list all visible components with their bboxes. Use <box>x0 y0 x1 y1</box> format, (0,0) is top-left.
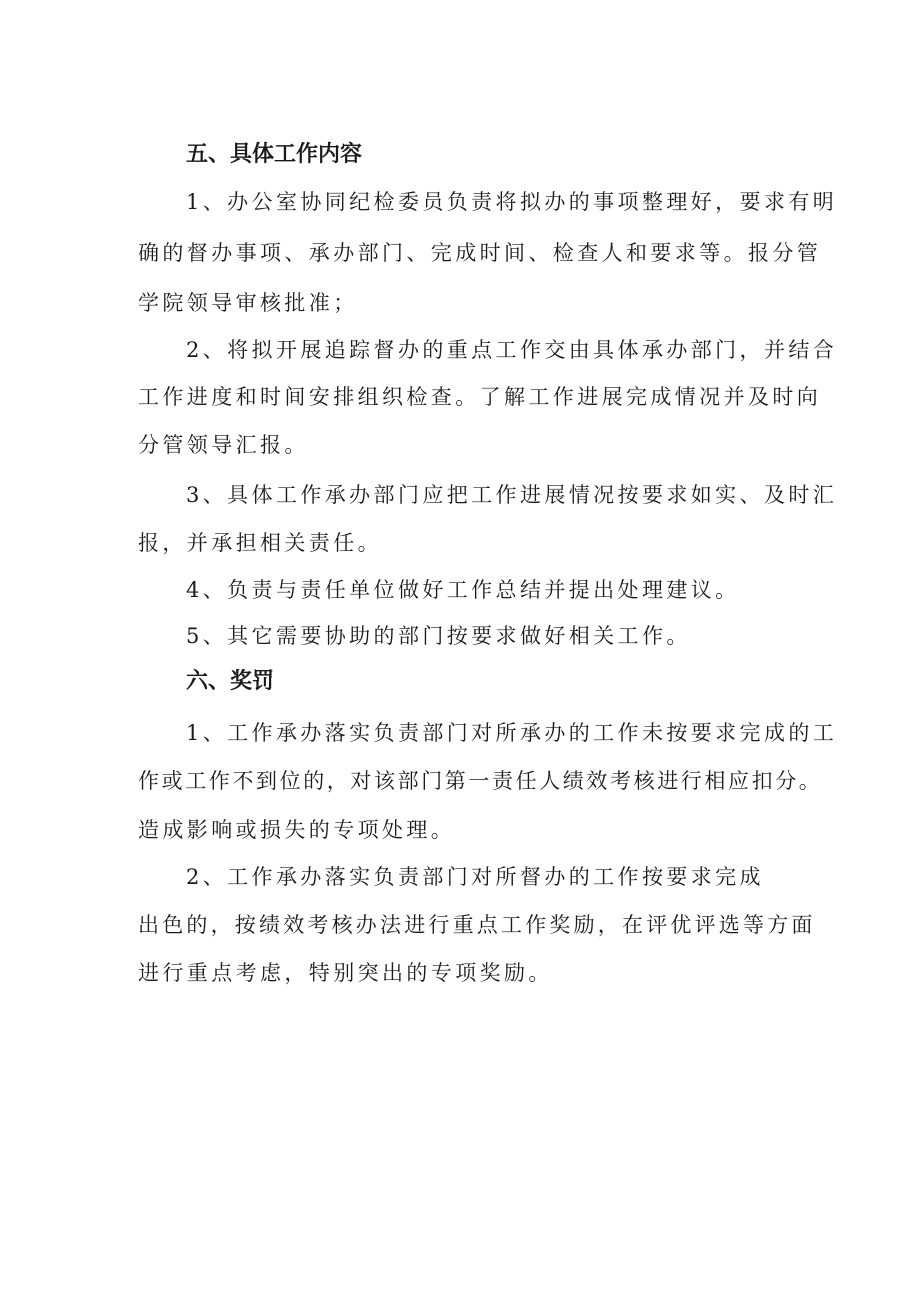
paragraph-line: 确的督办事项、承办部门、完成时间、检查人和要求等。报分管 <box>138 241 822 265</box>
paragraph-line: 造成影响或损失的专项处理。 <box>138 818 456 842</box>
paragraph-line: 3、具体工作承办部门应把工作进展情况按要求如实、及时汇 <box>186 483 838 507</box>
paragraph-line: 作或工作不到位的，对该部门第一责任人绩效考核进行相应扣分。 <box>138 769 823 793</box>
section-heading-rewards-penalties: 六、奖罚 <box>186 669 275 694</box>
paragraph-line: 2、工作承办落实负责部门对所督办的工作按要求完成 <box>186 865 764 889</box>
paragraph-line: 1、工作承办落实负责部门对所承办的工作未按要求完成的工 <box>186 721 838 745</box>
paragraph-line: 报，并承担相关责任。 <box>138 531 382 555</box>
paragraph-line: 学院领导审核批准； <box>138 291 358 315</box>
paragraph-line: 5、其它需要协助的部门按要求做好相关工作。 <box>186 624 691 648</box>
section-heading-work-content: 五、具体工作内容 <box>186 142 363 167</box>
paragraph-line: 1、办公室协同纪检委员负责将拟办的事项整理好，要求有明 <box>186 190 838 214</box>
paragraph-line: 工作进度和时间安排组织检查。了解工作进展完成情况并及时向 <box>138 385 822 409</box>
paragraph-line: 分管领导汇报。 <box>138 433 309 457</box>
paragraph-line: 4、负责与责任单位做好工作总结并提出处理建议。 <box>186 578 740 602</box>
paragraph-line: 出色的，按绩效考核办法进行重点工作奖励，在评优评选等方面 <box>138 913 816 937</box>
paragraph-line: 2、将拟开展追踪督办的重点工作交由具体承办部门，并结合 <box>186 338 838 362</box>
paragraph-line: 进行重点考虑，特别突出的专项奖励。 <box>138 961 553 985</box>
